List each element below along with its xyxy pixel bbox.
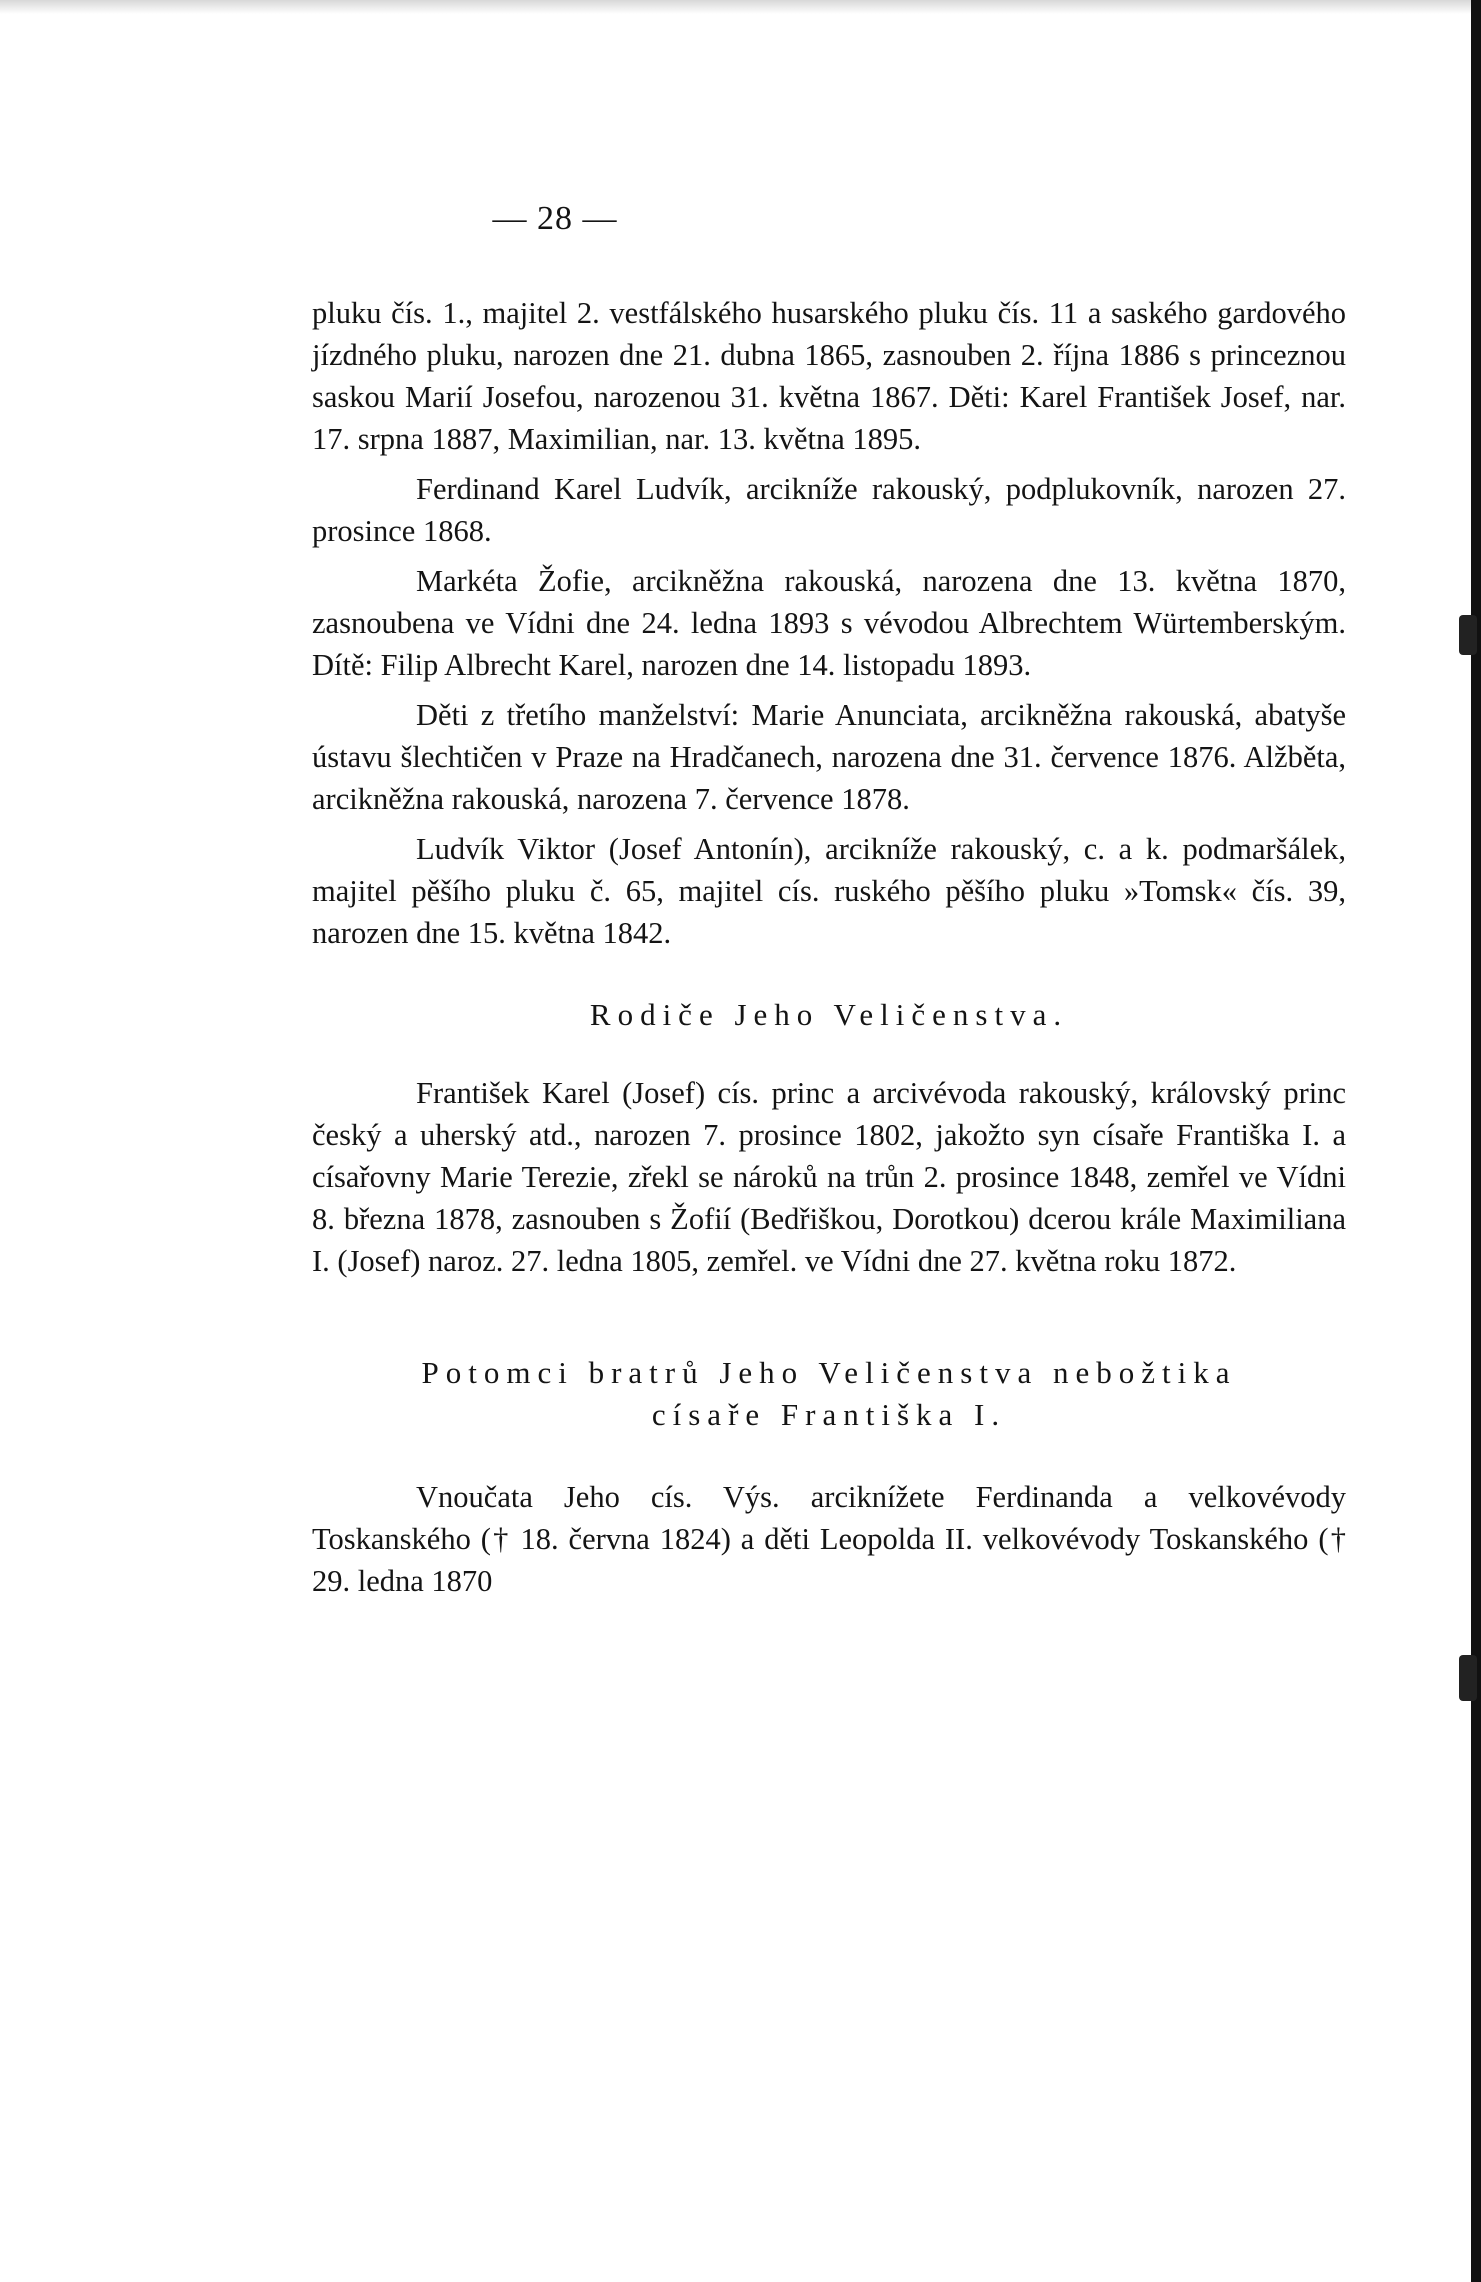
- paragraph: pluku čís. 1., majitel 2. vestfálského husarského pluku čís. 11 a saského gardového jízdného pluku, narozen dne 21. dubna 1865, zasnouben 2. října 1886 s princeznou saskou Marií Josefou, narozenou 31. května 1867. Děti: Karel František Josef, nar. 17. srpna 1887, Maximilian, nar. 13. května 1895.: [312, 296, 1346, 456]
- paragraph: František Karel (Josef) cís. princ a arcivévoda rakouský, královský princ český a uherský atd., narozen 7. prosince 1802, jakožto syn císaře Františka I. a císařovny Marie Terezie, zřekl se nároků na trůn 2. prosince 1848, zemřel ve Vídni 8. března 1878, zasnouben s Žofií (Bedřiškou, Dorotkou) dcerou krále Maximiliana I. (Josef) naroz. 27. ledna 1805, zemřel. ve Vídni dne 27. května roku 1872.: [312, 1076, 1346, 1278]
- paragraph: Ferdinand Karel Ludvík, arcikníže rakouský, podplukovník, narozen 27. prosince 1868.: [312, 472, 1346, 548]
- section-heading: [312, 1352, 1346, 1436]
- paragraph: Děti z třetího manželství: Marie Anunciata, arcikněžna rakouská, abatyše ústavu šlechtičen v Praze na Hradčanech, narozena dne 31. července 1876. Alžběta, arcikněžna rakouská, narozena 7. července 1878.: [312, 698, 1346, 816]
- page-edge-mark: [1459, 615, 1477, 655]
- section-heading-line: císaře Františka I.: [651, 1397, 1007, 1432]
- section-heading: Rodiče Jeho Veličenstva.: [589, 997, 1069, 1032]
- page-number: — 28 —: [492, 200, 618, 237]
- page-edge-mark: [1459, 1655, 1477, 1701]
- paragraph: Markéta Žofie, arcikněžna rakouská, narozena dne 13. května 1870, zasnoubena ve Vídni dne 24. ledna 1893 s vévodou Albrechtem Würtemberským. Dítě: Filip Albrecht Karel, narozen dne 14. listopadu 1893.: [312, 564, 1346, 682]
- document-body: [312, 292, 1346, 1610]
- paragraph: Ludvík Viktor (Josef Antonín), arcikníže rakouský, c. a k. podmaršálek, majitel pěšího pluku č. 65, majitel cís. ruského pěšího pluku »Tomsk« čís. 39, narozen dne 15. května 1842.: [312, 832, 1346, 950]
- scan-top-shadow: [0, 0, 1481, 14]
- paragraph: Vnoučata Jeho cís. Výs. arciknížete Ferdinanda a velkovévody Toskanského († 18. června 1824) a děti Leopolda II. velkovévody Toskanského († 29. ledna 1870: [312, 1480, 1346, 1598]
- scan-right-border: [1471, 0, 1481, 2282]
- section-heading-line: Potomci bratrů Jeho Veličenstva nebožtika: [421, 1355, 1237, 1390]
